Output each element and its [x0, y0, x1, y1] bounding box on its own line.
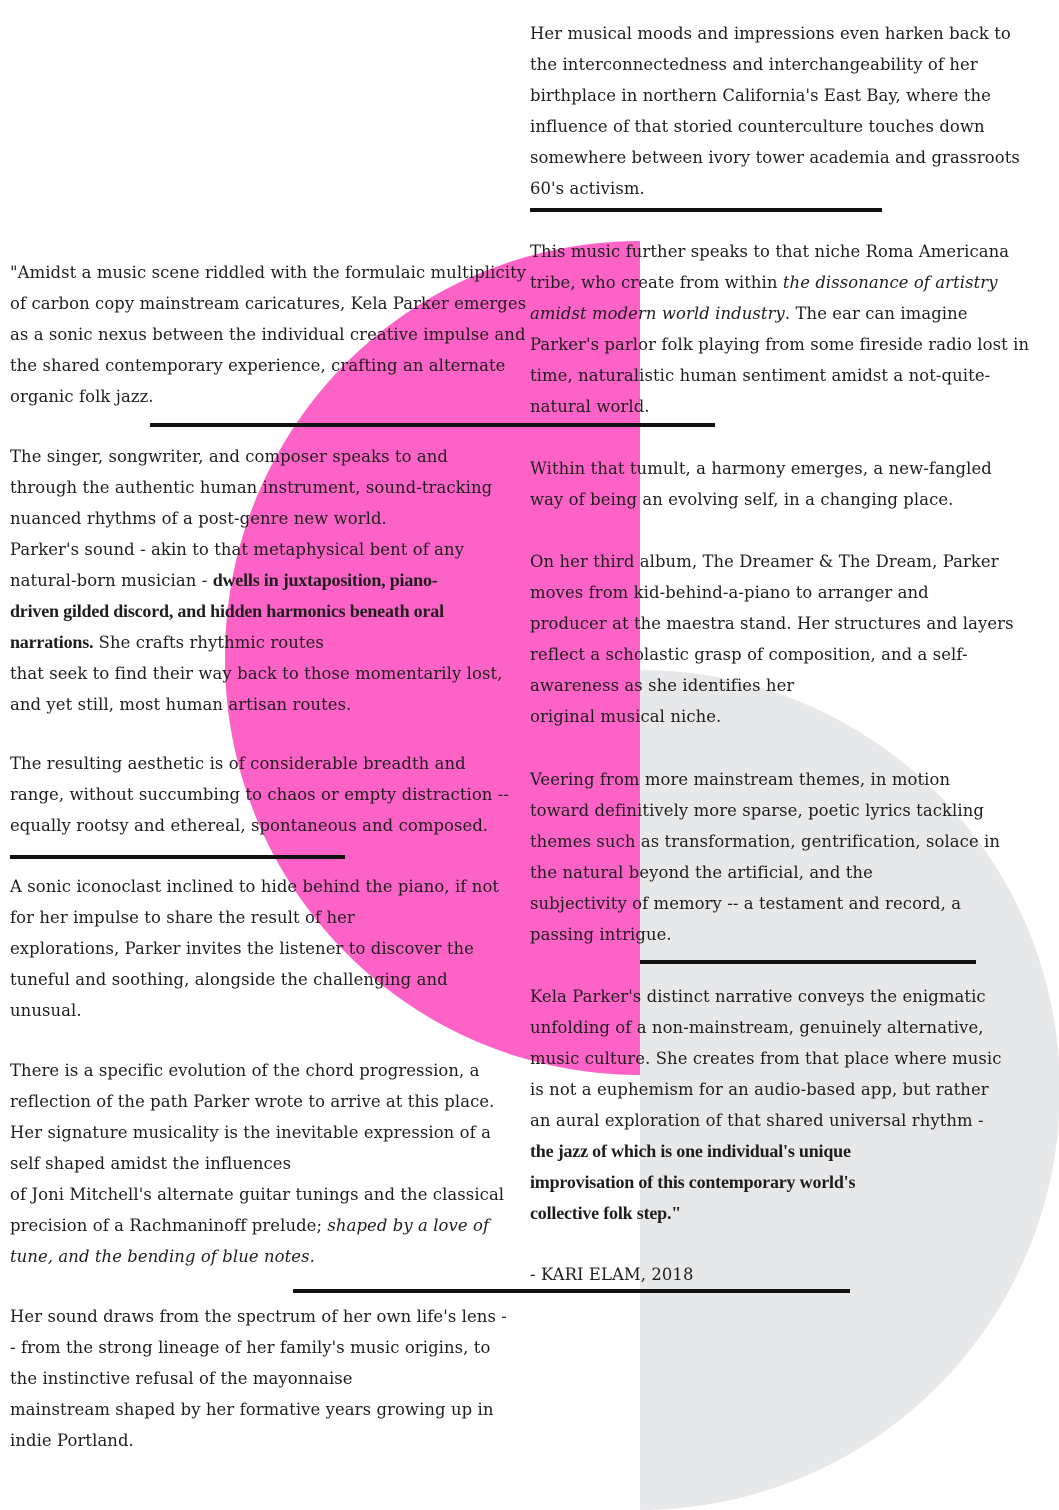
divider-rule-right-top: [530, 208, 882, 212]
divider-rule-right-mid: [640, 960, 976, 964]
text-line: Her sound draws from the spectrum of her own life's lens -: [10, 1307, 507, 1326]
text-line: moves from kid-behind-a-piano to arranger and: [530, 583, 929, 602]
text-line: producer at the maestra stand. Her structures and layers: [530, 614, 1014, 633]
text-line: The singer, songwriter, and composer speaks to and: [10, 447, 448, 466]
text-line: There is a specific evolution of the chord progression, a: [10, 1061, 480, 1080]
text-span: She crafts rhythmic routes: [93, 633, 324, 652]
paragraph-text: Her musical moods and impressions even harken back to the interconnectedness and interchangeability of her birthplace in northern California's East Bay, where the influence of that storied counterculture touches down somewhere between ivory tower academia and grassroots 60's activism.: [530, 24, 1020, 198]
right-paragraph-3: [530, 453, 1030, 515]
paragraph-text: [530, 236, 1040, 422]
text-line: toward definitively more sparse, poetic lyrics tackling: [530, 801, 984, 820]
text-line: [10, 1241, 530, 1272]
text-line: unfolding of a non-mainstream, genuinely alternative,: [530, 1018, 984, 1037]
text-line: unusual.: [10, 1001, 82, 1020]
italic-phrase: shaped by a love of: [327, 1216, 490, 1235]
left-paragraph-5: [10, 1055, 530, 1272]
text-line: the instinctive refusal of the mayonnaise: [10, 1369, 353, 1388]
text-line: awareness as she identifies her: [530, 676, 795, 695]
text-line: reflection of the path Parker wrote to arrive at this place.: [10, 1092, 495, 1111]
text-line: A sonic iconoclast inclined to hide behind the piano, if not: [10, 877, 500, 896]
italic-phrase: tune, and the bending of blue notes.: [10, 1247, 315, 1266]
text-line: through the authentic human instrument, sound-tracking: [10, 478, 493, 497]
text-line: tuneful and soothing, alongside the challenging and: [10, 970, 448, 989]
text-line: the natural beyond the artificial, and the: [530, 863, 873, 882]
left-paragraph-4: [10, 871, 530, 1026]
bold-quote-line: improvisation of this contemporary world's: [530, 1172, 856, 1192]
text-line: original musical niche.: [530, 707, 722, 726]
italic-phrase: the dissonance of artistry amidst modern world industry: [530, 273, 998, 323]
text-line: music culture. She creates from that place where music: [530, 1049, 1002, 1068]
text-line: - from the strong lineage of her family's music origins, to: [10, 1338, 491, 1357]
text-line: Her signature musicality is the inevitable expression of a: [10, 1123, 491, 1142]
right-paragraph-1: [530, 18, 1040, 204]
bold-phrase: driven gilded discord, and hidden harmonics beneath oral: [10, 601, 444, 621]
text-span: natural-born musician -: [10, 571, 213, 590]
bold-quote-line: collective folk step.": [530, 1203, 682, 1223]
text-line: Veering from more mainstream themes, in motion: [530, 770, 951, 789]
text-line: of Joni Mitchell's alternate guitar tunings and the classical: [10, 1185, 505, 1204]
text-line: [10, 1210, 530, 1241]
text-line: indie Portland.: [10, 1431, 134, 1450]
text-line: [10, 565, 530, 596]
paragraph-text: "Amidst a music scene riddled with the formulaic multiplicity of carbon copy mainstream caricatures, Kela Parker emerges as a sonic nexus between the individual creative impulse and the shared contemporary experience, crafting an alternate organic folk jazz.: [10, 263, 527, 406]
text-line: an aural exploration of that shared universal rhythm -: [530, 1111, 984, 1130]
left-paragraph-3: [10, 748, 525, 841]
left-paragraph-6: [10, 1301, 530, 1456]
text-line: Parker's sound - akin to that metaphysical bent of any: [10, 540, 465, 559]
text-line: and yet still, most human artisan routes.: [10, 695, 352, 714]
text-line: subjectivity of memory -- a testament and record, a: [530, 894, 962, 913]
paragraph-text: The resulting aesthetic is of considerable breadth and range, without succumbing to chaos or empty distraction -- equally rootsy and ethereal, spontaneous and composed.: [10, 754, 510, 835]
text-line: for her impulse to share the result of her: [10, 908, 355, 927]
left-paragraph-2: [10, 441, 530, 720]
right-paragraph-4: [530, 546, 1050, 732]
bold-quote-line: the jazz of which is one individual's unique: [530, 1141, 851, 1161]
paragraph-text: Within that tumult, a harmony emerges, a new-fangled way of being an evolving self, in a changing place.: [530, 459, 992, 509]
signature: [530, 1259, 1050, 1290]
bold-phrase: dwells in juxtaposition, piano-: [212, 570, 438, 590]
bold-phrase: narrations.: [10, 632, 94, 652]
text-line: nuanced rhythms of a post-genre new world.: [10, 509, 387, 528]
text-line: mainstream shaped by her formative years growing up in: [10, 1400, 494, 1419]
signature-text: - KARI ELAM, 2018: [530, 1265, 694, 1284]
text-line: Kela Parker's distinct narrative conveys the enigmatic: [530, 987, 986, 1006]
text-line: self shaped amidst the influences: [10, 1154, 292, 1173]
text-line: that seek to find their way back to those momentarily lost,: [10, 664, 503, 683]
text-line: On her third album, The Dreamer & The Dream, Parker: [530, 552, 999, 571]
text-span: This music further speaks to that niche Roma Americana tribe, who create from within: [530, 242, 1010, 292]
text-line: themes such as transformation, gentrification, solace in: [530, 832, 1001, 851]
right-paragraph-2: [530, 236, 1040, 422]
divider-rule-left-mid: [10, 855, 345, 859]
text-line: is not a euphemism for an audio-based app, but rather: [530, 1080, 989, 1099]
text-line: explorations, Parker invites the listener to discover the: [10, 939, 474, 958]
divider-rule-quote: [150, 423, 715, 427]
text-span: precision of a Rachmaninoff prelude;: [10, 1216, 328, 1235]
left-paragraph-quote: [10, 257, 530, 412]
text-line: passing intrigue.: [530, 925, 672, 944]
text-line: reflect a scholastic grasp of composition, and a self-: [530, 645, 968, 664]
right-paragraph-5: [530, 764, 1050, 950]
right-paragraph-6: [530, 981, 1050, 1229]
text-span: . The ear can imagine Parker's parlor folk playing from some fireside radio lost in time, naturalistic human sentiment amidst a not-quite-natural world.: [530, 304, 1030, 416]
text-line: [10, 627, 530, 658]
